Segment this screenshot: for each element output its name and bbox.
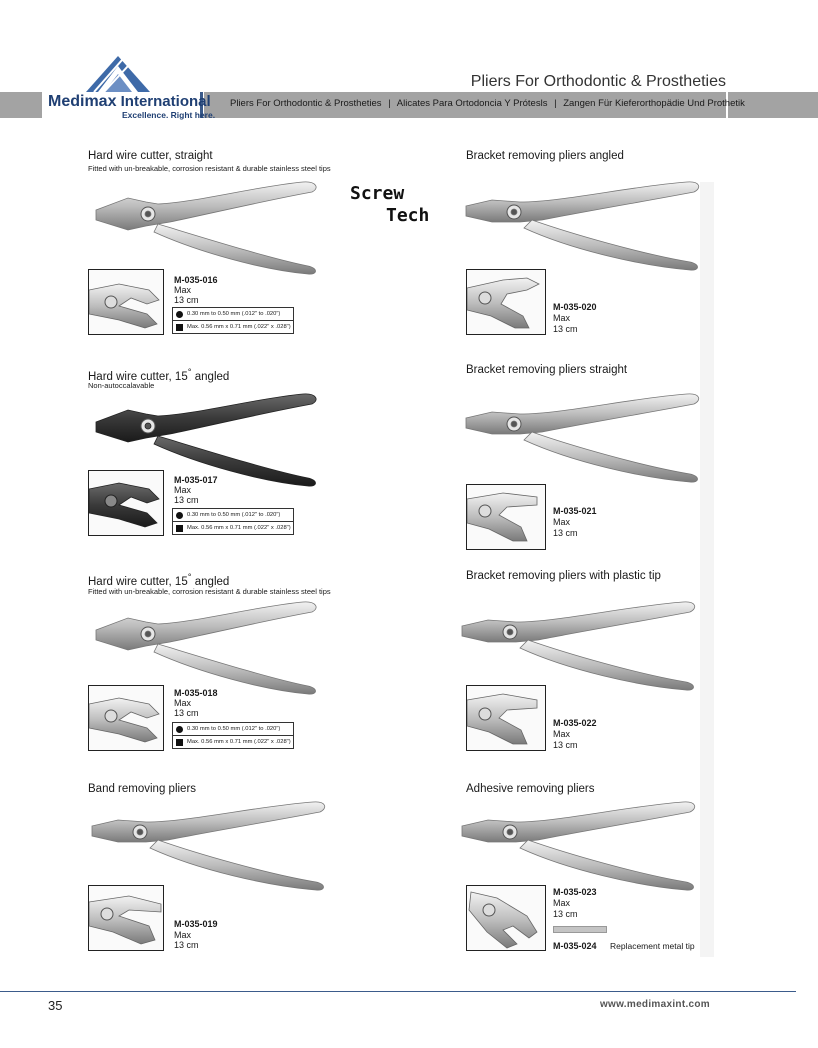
spec-row [172, 735, 294, 749]
plier-tip-detail [89, 886, 163, 950]
product-title: Band removing pliers [88, 783, 197, 795]
detail-thumbnail [466, 885, 546, 951]
detail-thumbnail [466, 269, 546, 335]
spec-round: 0.30 mm to 0.50 mm (.012" to .020") [187, 726, 281, 732]
website-link[interactable]: www.medimaxint.com [599, 999, 710, 1010]
plier-tip-detail [89, 270, 163, 334]
spec-row [172, 307, 294, 321]
spec-square: Max. 0.56 mm x 0.71 mm (.022" x .028") [187, 525, 291, 531]
spec-round: 0.30 mm to 0.50 mm (.012" to .020") [187, 311, 281, 317]
bar-separator: | [554, 98, 557, 109]
brand-main: Medimax [48, 93, 117, 110]
product-max: Max [553, 729, 571, 739]
page-number: 35 [48, 998, 63, 1013]
header-bar-text [230, 98, 745, 109]
product-title: Bracket removing pliers angled [466, 150, 624, 162]
product-code: M-035-018 [174, 688, 218, 698]
square-wire-icon [176, 324, 183, 331]
detail-thumbnail [88, 269, 164, 335]
product-size: 13 cm [174, 295, 199, 305]
product-size: 13 cm [553, 909, 578, 919]
plier-tip-detail [467, 886, 545, 950]
round-wire-icon [176, 311, 183, 318]
plier-tip-detail [467, 270, 545, 334]
product-max: Max [174, 285, 192, 295]
accessory-label: Replacement metal tip [610, 941, 695, 951]
product-title: Hard wire cutter, straight [88, 150, 213, 162]
title-end: angled [191, 575, 230, 588]
bar-text-en: Pliers For Orthodontic & Prostheties [230, 98, 382, 109]
accessory-code: M-035-024 [553, 941, 597, 951]
brand-name [48, 93, 211, 111]
header-bar-left [0, 92, 42, 118]
mountain-logo-icon [44, 52, 164, 94]
detail-thumbnail [466, 484, 546, 550]
product-size: 13 cm [553, 324, 578, 334]
product-subtitle: Fitted with un-breakable, corrosion resistant & durable stainless steel tips [88, 164, 331, 173]
plier-image [88, 600, 328, 696]
product-title: Adhesive removing pliers [466, 783, 595, 795]
product-subtitle: Fitted with un-breakable, corrosion resistant & durable stainless steel tips [88, 587, 331, 596]
plier-image [88, 180, 328, 276]
footer-divider [0, 991, 796, 992]
product-size: 13 cm [553, 528, 578, 538]
product-max: Max [553, 517, 571, 527]
plier-image [88, 800, 328, 896]
spec-row [172, 508, 294, 522]
spec-row [172, 722, 294, 736]
plier-image [462, 392, 702, 488]
watermark-line-2: Tech [386, 205, 430, 226]
square-wire-icon [176, 525, 183, 532]
detail-thumbnail [88, 885, 164, 951]
spec-square: Max. 0.56 mm x 0.71 mm (.022" x .028") [187, 739, 291, 745]
plier-tip-detail [467, 686, 545, 750]
product-max: Max [553, 313, 571, 323]
product-size: 13 cm [174, 495, 199, 505]
bar-separator: | [388, 98, 391, 109]
round-wire-icon [176, 512, 183, 519]
spec-row [172, 320, 294, 334]
plier-tip-detail [89, 471, 163, 535]
product-code: M-035-019 [174, 919, 218, 929]
bar-text-de: Zangen Für Kieferorthopädie Und Prothetik [563, 98, 745, 109]
product-max: Max [174, 698, 192, 708]
product-title: Bracket removing pliers straight [466, 364, 628, 376]
product-code: M-035-023 [553, 887, 597, 897]
title-degree: ° [187, 572, 192, 583]
product-max: Max [174, 485, 192, 495]
product-subtitle: Non-autoccalavable [88, 381, 155, 390]
product-max: Max [174, 930, 192, 940]
background-strip [700, 182, 714, 957]
replacement-tip-image [553, 926, 607, 933]
spec-round: 0.30 mm to 0.50 mm (.012" to .020") [187, 512, 281, 518]
watermark-line-1: Screw [350, 183, 405, 204]
product-title [88, 572, 229, 588]
product-code: M-035-017 [174, 475, 218, 485]
detail-thumbnail [466, 685, 546, 751]
plier-tip-detail [89, 686, 163, 750]
plier-image [458, 800, 698, 896]
brand-rest: International [120, 93, 211, 110]
brand-tagline: Excellence. Right here. [122, 110, 216, 120]
watermark [350, 183, 429, 227]
square-wire-icon [176, 739, 183, 746]
title-end: angled [191, 370, 230, 383]
round-wire-icon [176, 726, 183, 733]
product-code: M-035-020 [553, 302, 597, 312]
product-code: M-035-021 [553, 506, 597, 516]
title-main: Hard wire cutter, 15 [88, 370, 188, 383]
product-size: 13 cm [174, 708, 199, 718]
detail-thumbnail [88, 470, 164, 536]
spec-square: Max. 0.56 mm x 0.71 mm (.022" x .028") [187, 324, 291, 330]
product-code: M-035-016 [174, 275, 218, 285]
product-size: 13 cm [174, 940, 199, 950]
product-size: 13 cm [553, 740, 578, 750]
plier-image [462, 180, 702, 276]
plier-tip-detail [467, 485, 545, 549]
bar-text-es: Alicates Para Ortodoncia Y Prótesls [396, 98, 548, 109]
title-main: Hard wire cutter, 15 [88, 575, 188, 588]
spec-row [172, 521, 294, 535]
page-heading: Pliers For Orthodontic & Prostheties [470, 73, 726, 90]
detail-thumbnail [88, 685, 164, 751]
product-code: M-035-022 [553, 718, 597, 728]
product-title: Bracket removing pliers with plastic tip [466, 570, 661, 582]
product-max: Max [553, 898, 571, 908]
title-degree: ° [187, 367, 192, 378]
plier-image [458, 600, 698, 696]
